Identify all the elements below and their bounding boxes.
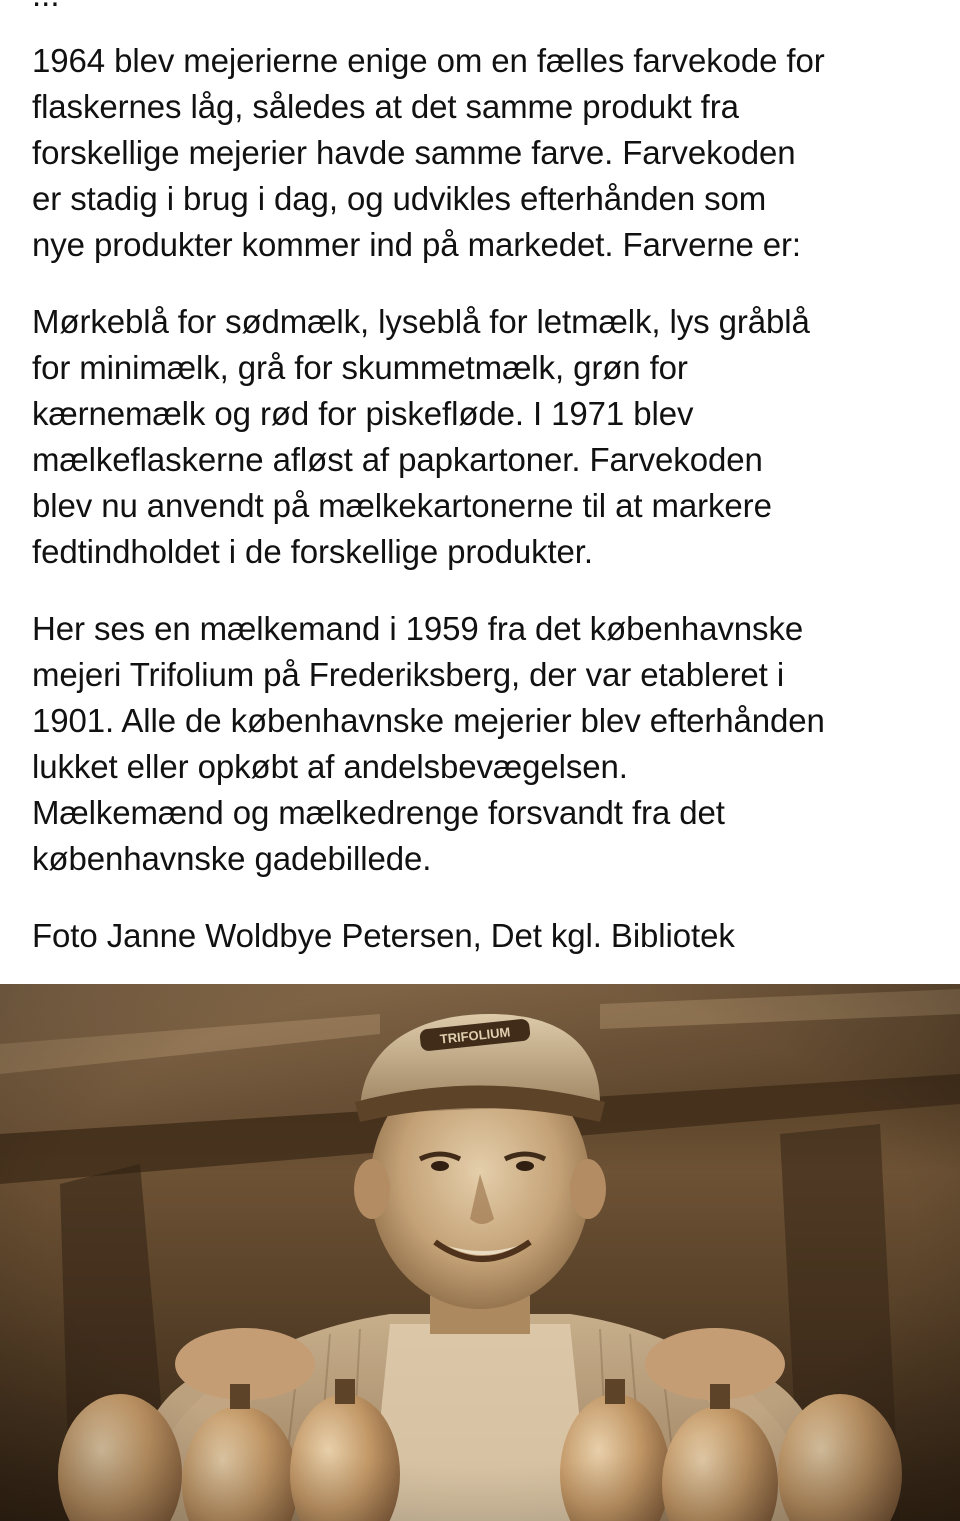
text-line: Mælkemænd og mælkedrenge forsvandt fra det: [32, 794, 725, 831]
text-line: københavnske gadebillede.: [32, 840, 432, 877]
text-line: er stadig i brug i dag, og udvikles efterhånden som: [32, 180, 767, 217]
text-line: Mørkeblå for sødmælk, lyseblå for letmælk, lys gråblå: [32, 303, 810, 340]
text-line: blev nu anvendt på mælkekartonerne til at markere: [32, 487, 772, 524]
paragraph-milkman-1959: [32, 606, 932, 882]
text-line: 1964 blev mejerierne enige om en fælles farvekode for: [32, 42, 825, 79]
text-line: nye produkter kommer ind på markedet. Farverne er:: [32, 226, 802, 263]
text-line: for minimælk, grå for skummetmælk, grøn for: [32, 349, 688, 386]
photo-credit: [32, 913, 932, 959]
text-line: flaskernes låg, således at det samme produkt fra: [32, 88, 739, 125]
text-line: mejeri Trifolium på Frederiksberg, der var etableret i: [32, 656, 785, 693]
text-line: Her ses en mælkemand i 1959 fra det københavnske: [32, 610, 804, 647]
paragraph-color-list: [32, 299, 932, 575]
text-line: fedtindholdet i de forskellige produkter.: [32, 533, 593, 570]
text-line: kærnemælk og rød for piskefløde. I 1971 blev: [32, 395, 694, 432]
milkman-photo[interactable]: [0, 984, 960, 1521]
text-line: lukket eller opkøbt af andelsbevægelsen.: [32, 748, 628, 785]
clipped-previous-line: [32, 0, 60, 18]
text-line: mælkeflaskerne afløst af papkartoner. Farvekoden: [32, 441, 763, 478]
text-line: forskellige mejerier havde samme farve. Farvekoden: [32, 134, 796, 171]
text-line: 1901. Alle de københavnske mejerier blev efterhånden: [32, 702, 825, 739]
text-line: Foto Janne Woldbye Petersen, Det kgl. Bibliotek: [32, 917, 735, 954]
paragraph-color-code-intro: [32, 38, 932, 268]
